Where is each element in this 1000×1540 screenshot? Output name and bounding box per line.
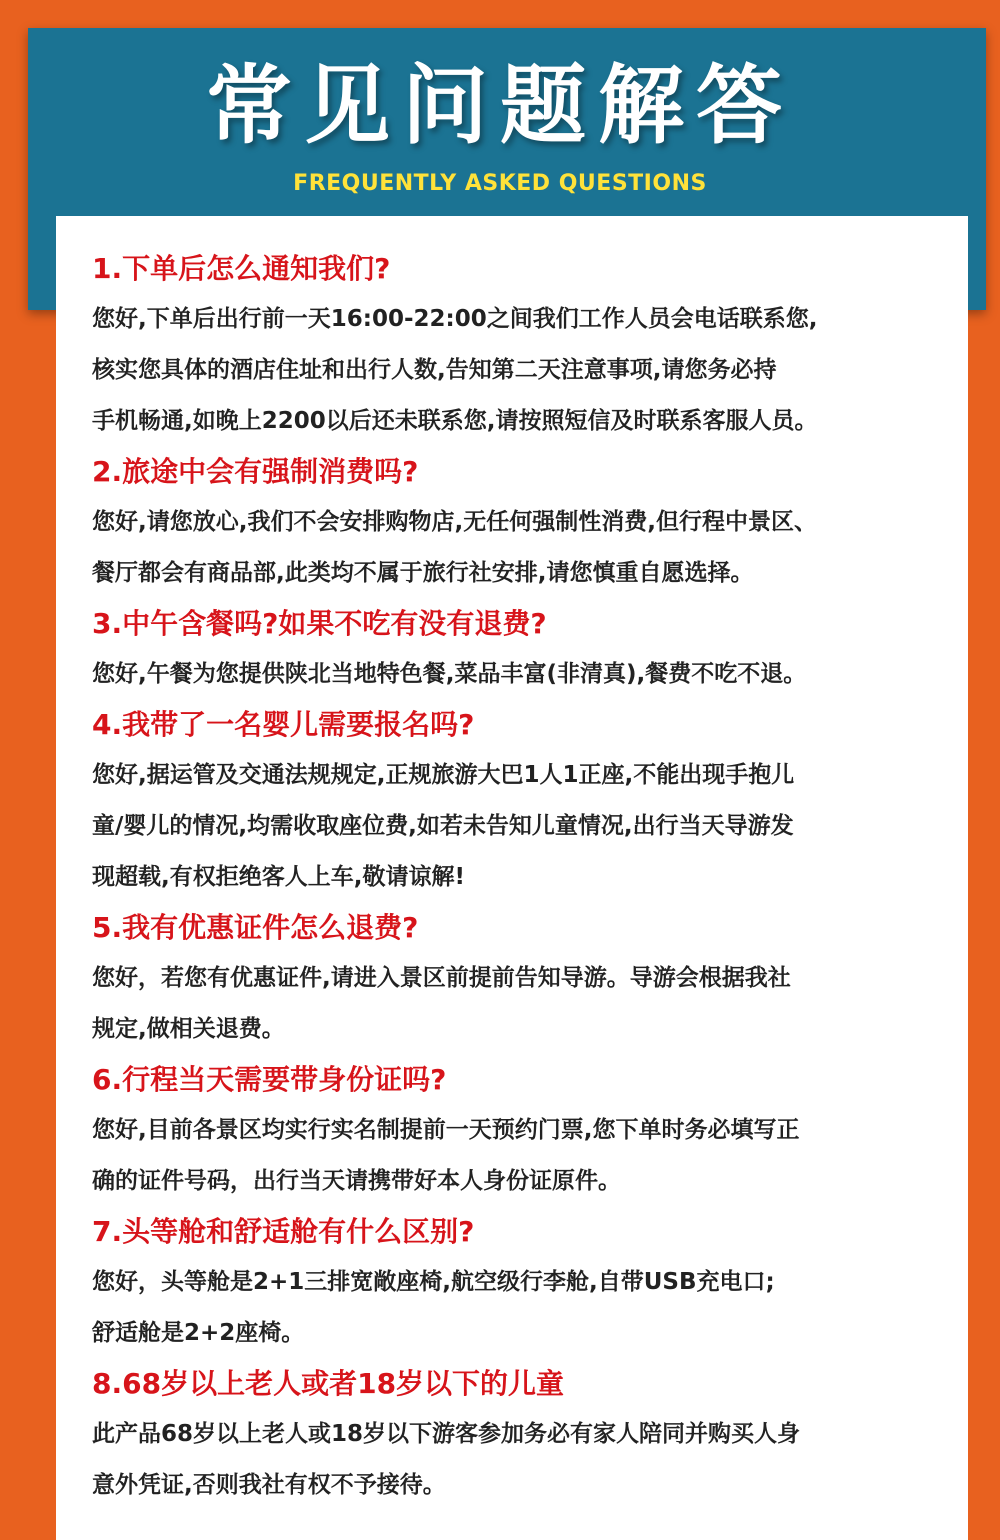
answer-line: 您好,据运管及交通法规规定,正规旅游大巴1人1正座,不能出现手抱儿 <box>92 762 795 788</box>
page-subtitle: FREQUENTLY ASKED QUESTIONS <box>293 171 707 196</box>
page-title: 常见问题解答 <box>206 56 794 156</box>
answer-line: 规定,做相关退费。 <box>92 1016 285 1042</box>
faq-answer <box>92 649 954 700</box>
answer-line: 现超载,有权拒绝客人上车,敬请谅解! <box>92 864 465 890</box>
answer-line: 您好,下单后出行前一天16:00-22:00之间我们工作人员会电话联系您, <box>92 306 818 332</box>
faq-question: 6.行程当天需要带身份证吗? <box>92 1063 447 1096</box>
answer-line: 童/婴儿的情况,均需收取座位费,如若未告知儿童情况,出行当天导游发 <box>92 813 794 839</box>
faq-answer <box>92 1409 954 1511</box>
answer-line: 手机畅通,如晚上2200以后还未联系您,请按照短信及时联系客服人员。 <box>92 408 818 434</box>
answer-line: 您好，若您有优惠证件,请进入景区前提前告知导游。导游会根据我社 <box>92 965 791 991</box>
faq-answer <box>92 1257 954 1359</box>
faq-item-6 <box>92 1055 954 1207</box>
faq-question: 2.旅途中会有强制消费吗? <box>92 455 419 488</box>
answer-line: 您好,午餐为您提供陕北当地特色餐,菜品丰富(非清真),餐费不吃不退。 <box>92 661 807 687</box>
faq-item-2 <box>92 447 954 599</box>
faq-question: 3.中午含餐吗?如果不吃有没有退费? <box>92 607 547 640</box>
faq-question: 4.我带了一名婴儿需要报名吗? <box>92 708 475 741</box>
answer-line: 确的证件号码，出行当天请携带好本人身份证原件。 <box>92 1168 621 1194</box>
answer-line: 核实您具体的酒店住址和出行人数,告知第二天注意事项,请您务必持 <box>92 357 777 383</box>
answer-line: 您好,目前各景区均实行实名制提前一天预约门票,您下单时务必填写正 <box>92 1117 800 1143</box>
faq-answer <box>92 750 954 903</box>
faq-answer <box>92 1105 954 1207</box>
faq-answer <box>92 497 954 599</box>
answer-line: 此产品68岁以上老人或18岁以下游客参加务必有家人陪同并购买人身 <box>92 1421 801 1447</box>
faq-item-1 <box>92 244 954 447</box>
faq-answer <box>92 294 954 447</box>
faq-item-7 <box>92 1207 954 1359</box>
answer-line: 您好,请您放心,我们不会安排购物店,无任何强制性消费,但行程中景区、 <box>92 509 817 535</box>
faq-card <box>56 216 968 1540</box>
faq-question: 5.我有优惠证件怎么退费? <box>92 911 419 944</box>
answer-line: 意外凭证,否则我社有权不予接待。 <box>92 1472 446 1498</box>
faq-item-5 <box>92 903 954 1055</box>
answer-line: 舒适舱是2+2座椅。 <box>92 1320 305 1346</box>
faq-item-4 <box>92 700 954 903</box>
faq-question: 7.头等舱和舒适舱有什么区别? <box>92 1215 475 1248</box>
answer-line: 您好，头等舱是2+1三排宽敞座椅,航空级行李舱,自带USB充电口; <box>92 1269 775 1295</box>
answer-line: 餐厅都会有商品部,此类均不属于旅行社安排,请您慎重自愿选择。 <box>92 560 754 586</box>
faq-item-3 <box>92 599 954 700</box>
faq-question: 1.下单后怎么通知我们? <box>92 252 391 285</box>
faq-question: 8.68岁以上老人或者18岁以下的儿童 <box>92 1367 565 1400</box>
faq-answer <box>92 953 954 1055</box>
faq-item-8 <box>92 1359 954 1511</box>
